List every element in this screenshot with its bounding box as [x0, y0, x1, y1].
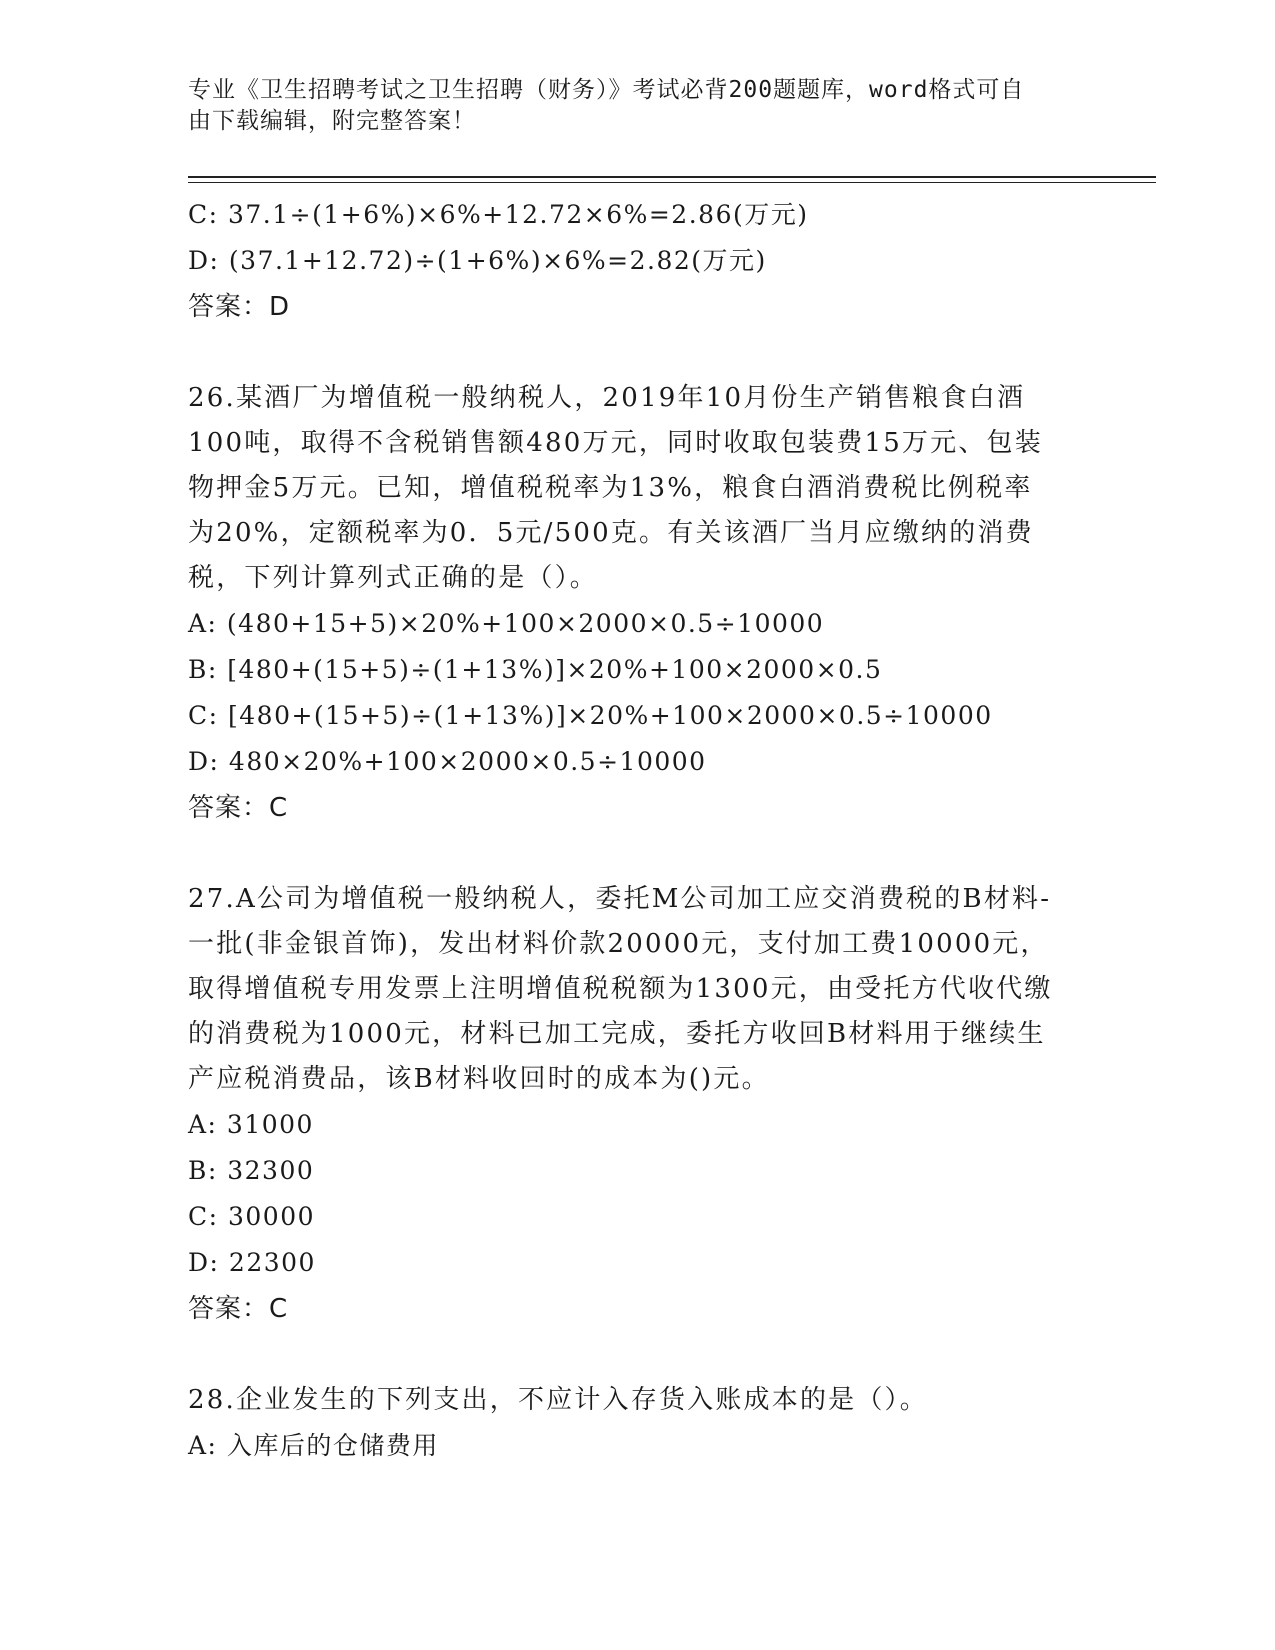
option-a: A: 31000	[188, 1110, 314, 1139]
prev-question	[188, 192, 1088, 330]
spacer	[188, 831, 1088, 877]
spacer	[188, 330, 1088, 376]
option-c: C: [480+(15+5)÷(1+13%)]×20%+100×2000×0.5÷10000	[188, 701, 993, 730]
question-stem	[188, 1378, 1068, 1423]
option-b: B: 32300	[188, 1156, 315, 1185]
stem-line: 取得增值税专用发票上注明增值税税额为1300元，由受托方代收代缴	[188, 974, 1053, 1004]
option-c: C: 37.1÷(1+6%)×6%+12.72×6%=2.86(万元)	[188, 200, 809, 229]
stem-line: 为20%，定额税率为0．5元/500克。有关该酒厂当月应缴纳的消费	[188, 518, 1034, 548]
stem-line: 28.企业发生的下列支出，不应计入存货入账成本的是（）。	[188, 1385, 928, 1415]
answer-line: 答案：D	[188, 292, 291, 322]
answer-line: 答案：C	[188, 1294, 289, 1324]
spacer	[188, 1332, 1088, 1378]
stem-line: 一批(非金银首饰)，发出材料价款20000元，支付加工费10000元，	[188, 929, 1049, 959]
option-c: C: 30000	[188, 1202, 316, 1231]
option-d: D: 480×20%+100×2000×0.5÷10000	[188, 747, 707, 776]
option-a: A: (480+15+5)×20%+100×2000×0.5÷10000	[188, 609, 825, 638]
option-d: D: 22300	[188, 1248, 316, 1277]
stem-line: 产应税消费品，该B材料收回时的成本为()元。	[188, 1064, 770, 1094]
header-title-line-1: 专业《卫生招聘考试之卫生招聘（财务）》考试必背200题题库，word格式可自	[188, 77, 1025, 103]
question-stem	[188, 376, 1068, 601]
answer-line: 答案：C	[188, 793, 289, 823]
document-body	[188, 192, 1088, 1469]
header-title-line-2: 由下载编辑，附完整答案！	[188, 108, 476, 134]
question-stem	[188, 877, 1068, 1102]
stem-line: 27.A公司为增值税一般纳税人，委托M公司加工应交消费税的B材料-	[188, 884, 1052, 914]
option-b: B: [480+(15+5)÷(1+13%)]×20%+100×2000×0.5	[188, 655, 883, 684]
stem-line: 物押金5万元。已知，增值税税率为13%，粮食白酒消费税比例税率	[188, 473, 1033, 503]
question-27	[188, 877, 1088, 1332]
stem-line: 26.某酒厂为增值税一般纳税人，2019年10月份生产销售粮食白酒	[188, 383, 1026, 413]
option-d: D: (37.1+12.72)÷(1+6%)×6%=2.82(万元)	[188, 246, 767, 275]
header-divider-thick	[188, 176, 1156, 178]
stem-line: 的消费税为1000元，材料已加工完成，委托方收回B材料用于继续生	[188, 1019, 1046, 1049]
header-divider-thin	[188, 182, 1156, 183]
stem-line: 税，下列计算列式正确的是（）。	[188, 563, 599, 593]
question-28	[188, 1378, 1088, 1469]
question-26	[188, 376, 1088, 831]
stem-line: 100吨，取得不含税销售额480万元，同时收取包装费15万元、包装	[188, 428, 1043, 458]
option-a: A: 入库后的仓储费用	[188, 1431, 439, 1460]
document-header	[188, 75, 1068, 137]
